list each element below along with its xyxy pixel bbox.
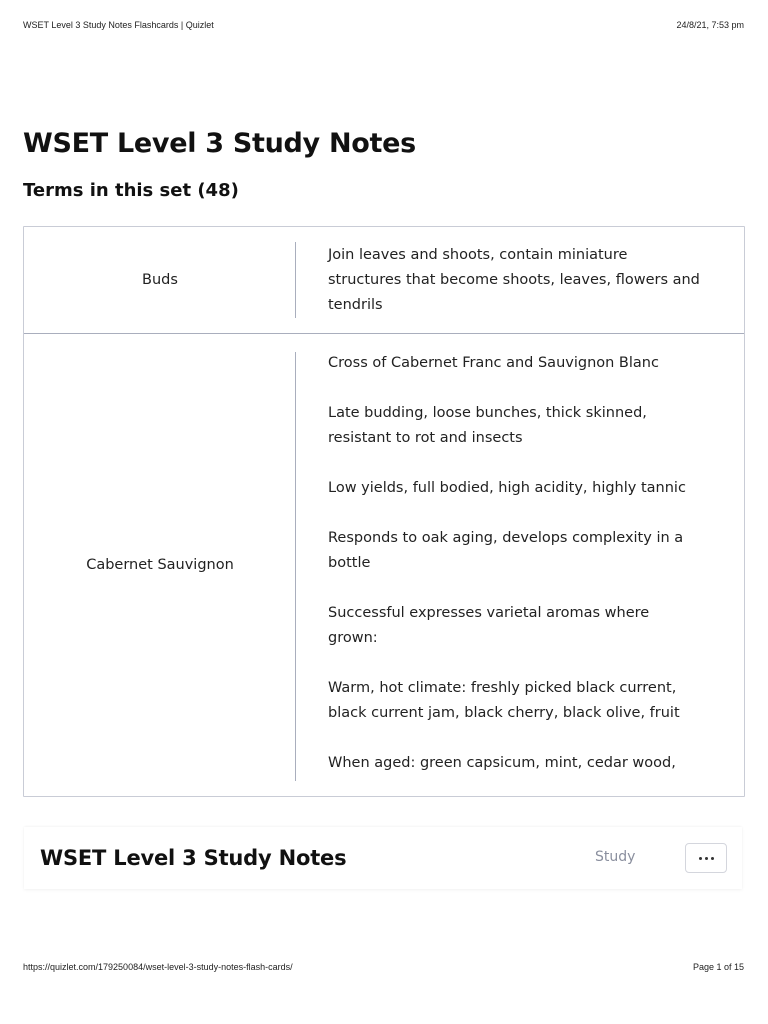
definition-line: Warm, hot climate: freshly picked black current, black current jam, black cherry, black olive, fruit bbox=[328, 680, 680, 721]
study-button[interactable]: Study bbox=[595, 849, 636, 865]
term-divider bbox=[295, 352, 296, 781]
definition-line: Late budding, loose bunches, thick skinned, resistant to rot and insects bbox=[328, 405, 647, 446]
definition-line: Cross of Cabernet Franc and Sauvignon Blanc bbox=[328, 355, 659, 371]
print-page-title: WSET Level 3 Study Notes Flashcards | Quizlet bbox=[23, 20, 214, 30]
footer-set-title: WSET Level 3 Study Notes bbox=[40, 846, 347, 870]
term-definition bbox=[328, 227, 700, 333]
term-definition bbox=[328, 334, 700, 779]
more-options-button[interactable] bbox=[685, 843, 727, 873]
term-row bbox=[24, 227, 744, 334]
terms-heading: Terms in this set (48) bbox=[23, 180, 239, 201]
definition-line: Join leaves and shoots, contain miniature structures that become shoots, leaves, flowers and tendrils bbox=[328, 247, 700, 313]
term-word: Cabernet Sauvignon bbox=[86, 557, 234, 573]
term-row bbox=[24, 334, 744, 796]
term-word: Buds bbox=[142, 272, 178, 288]
ellipsis-icon bbox=[699, 857, 714, 860]
definition-line: Successful expresses varietal aromas where grown: bbox=[328, 605, 650, 646]
terms-table bbox=[23, 226, 745, 797]
definition-line: Responds to oak aging, develops complexity in a bottle bbox=[328, 530, 684, 571]
print-page-number: Page 1 of 15 bbox=[692, 962, 744, 972]
definition-line: Low yields, full bodied, high acidity, highly tannic bbox=[328, 480, 686, 496]
print-footer bbox=[23, 962, 744, 972]
set-footer-bar bbox=[24, 827, 742, 889]
print-url: https://quizlet.com/179250084/wset-level-3-study-notes-flash-cards/ bbox=[23, 962, 293, 972]
set-title: WSET Level 3 Study Notes bbox=[23, 128, 416, 159]
term-divider bbox=[295, 242, 296, 318]
definition-line: When aged: green capsicum, mint, cedar wood, bbox=[328, 755, 676, 771]
print-header bbox=[23, 20, 744, 30]
print-datetime: 24/8/21, 7:53 pm bbox=[676, 20, 744, 30]
